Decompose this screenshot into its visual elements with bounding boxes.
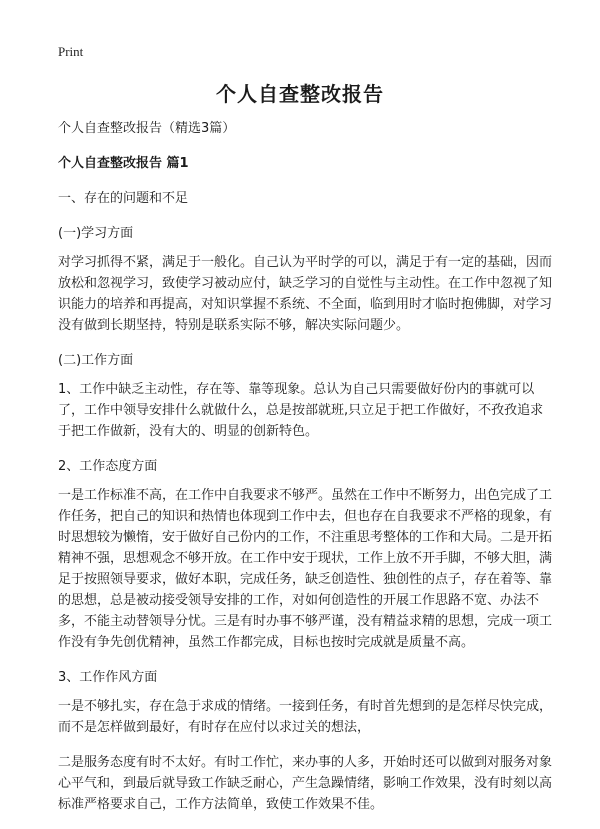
paragraph: 1、工作中缺乏主动性，存在等、靠等现象。总认为自己只需要做好份内的事就可以了，工作中领导安排什么就做什么，总是按部就班,只立足于把工作做好，不孜孜追求于把工作做新，没有大的、明显的创新特色。: [58, 382, 544, 439]
paragraph: 一是不够扎实，存在急于求成的情绪。一接到任务，有时首先想到的是怎样尽快完成，而不是怎样做到最好，有时存在应付以求过关的想法，: [58, 699, 553, 735]
subsection-heading: (二)工作方面: [58, 353, 134, 368]
subsection-heading: 2、工作态度方面: [58, 459, 158, 474]
print-label: Print: [58, 44, 84, 59]
subtitle: 个人自查整改报告（精选3篇）: [58, 121, 236, 136]
document-title: 个人自查整改报告: [216, 82, 384, 106]
section-heading: 一、存在的问题和不足: [58, 191, 189, 206]
subsection-heading: 3、工作作风方面: [58, 670, 158, 685]
paragraph: 二是服务态度有时不太好。有时工作忙，来办事的人多，开始时还可以做到对服务对象心平气和，到最后就导致工作缺乏耐心，产生急躁情绪，影响工作效果，没有时刻以高标准严格要求自己，工作方法简单，致使工作效果不佳。: [58, 755, 553, 812]
paragraph: 一是工作标准不高，在工作中自我要求不够严。虽然在工作中不断努力，出色完成了工作任务，把自己的知识和热情也体现到工作中去，但也存在自我要求不严格的现象，有时思想较为懒惰，安于做好自己份内的工作，不注重思考整体的工作和大局。二是开拓精神不强，思想观念不够开放。在工作中安于现状，工作上放不开手脚，不够大胆，满足于按照领导要求，做好本职，完成任务，缺乏创造性、独创性的点子，存在着等、靠的思想，总是被动接受领导安排的工作，对如何创造性的开展工作思路不宽、办法不多，不能主动替领导分忧。三是有时办事不够严谨，没有精益求精的思想，完成一项工作没有争先创优精神，虽然工作都完成，目标也按时完成就是质量不高。: [58, 488, 553, 650]
document-body: [58, 118, 556, 829]
paragraph: 对学习抓得不紧，满足于一般化。自己认为平时学的可以，满足于有一定的基础，因而放松和忽视学习，致使学习被动应付，缺乏学习的自觉性与主动性。在工作中忽视了知识能力的培养和再提高，对知识掌握不系统、不全面，临到用时才临时抱佛脚，对学习没有做到长期坚持，特别是联系实际不够，解决实际问题少。: [58, 255, 553, 333]
article-heading: 个人自查整改报告 篇1: [58, 156, 189, 171]
subsection-heading: (一)学习方面: [58, 226, 134, 241]
